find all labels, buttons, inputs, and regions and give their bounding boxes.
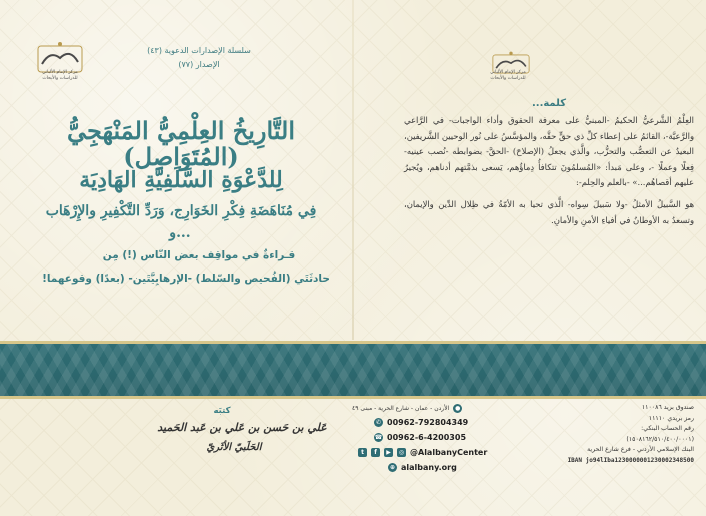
main-title-line-1: التَّارِيخُ العِلْمِيُّ المَنْهَجِيُّ (المُتَوَاصِل): [66, 116, 296, 171]
logo-left-bottom-text: للدراسات والأبحاث: [42, 76, 78, 81]
twitter-icon: t: [358, 448, 367, 457]
phone-landline-text: 00962-6-4200305: [387, 433, 467, 442]
facebook-icon: f: [371, 448, 380, 457]
whatsapp-icon: ✆: [375, 419, 382, 426]
po-box-text: صندوق بريد ١١٠٠٨٦: [641, 404, 694, 411]
title-connector: و...: [169, 225, 191, 241]
decorative-band: [0, 341, 706, 399]
author-name: عَلي بن حَسن بن عَلي بن عَبد الحَميد: [157, 421, 327, 434]
author-label: كتبَه: [213, 406, 231, 416]
youtube-icon: ▶: [384, 448, 393, 457]
subtitle-line-2: حادثَتَي (الفُحيص والسّلط) -الإرهابِيَّتَين- (بعدًا) وقوعهما!: [42, 273, 330, 285]
bank-name: البنك الإسلامي الأردني - فرع شارع الحرية: [587, 446, 694, 454]
author-nisba: الحَلَبيّ الأثَريّ: [206, 442, 262, 453]
issue-number: الإصدار (٧٧): [178, 60, 220, 69]
subtitle-line-1: قـراءةٌ في مواقِف بعض النّاس (!) مِن: [102, 249, 296, 261]
location-pin-icon: ●: [455, 405, 461, 412]
contact-phone-landline[interactable]: [374, 433, 466, 442]
contact-phone-mobile[interactable]: [374, 418, 468, 427]
globe-icon: ⊕: [389, 464, 396, 471]
logo-left-caption: [30, 70, 90, 82]
logo-left-top-text: مركز الإمام الألباني: [42, 70, 78, 75]
phone-mobile-text: 00962-792804349: [387, 418, 469, 427]
website-text: alalbany.org: [401, 463, 457, 472]
contact-social[interactable]: [358, 448, 487, 457]
account-label: رقم الحساب البنكي:: [641, 425, 694, 433]
main-title-line-2: لِلدَّعْوَةِ السَّلَفِيَّةِ الهَادِيَة: [79, 167, 283, 193]
iban-text: IBAN jo94lIba1230000001230002348500: [567, 456, 694, 464]
logo-right-caption: [478, 70, 538, 82]
intro-paragraph-2: هو السَّبيلُ الأمثلُ -ولا سَبيلَ سِواه- الَّذي تحيا به الأمّةُ في ظِلال الدِّين والإيمان، وتسعدُ به الأوطانُ في أفياءِ الأمنِ والأمانِ.: [404, 198, 694, 225]
intro-heading: كلمة...: [531, 98, 567, 109]
logo-right-top-text: مركز الإمام الألباني: [490, 70, 526, 75]
location-text: الأردن - عمان - شارع الحرية - مبنى ٤٩: [352, 405, 450, 412]
phone-icon: ☎: [374, 434, 383, 441]
account-number: (١٥٠٨١٦٢/٥١٠/٤٠٠/٠٠٠١): [626, 435, 694, 443]
instagram-icon: ◎: [398, 449, 405, 456]
social-handle-text: @AlalbanyCenter: [410, 448, 488, 457]
spine-divider: [352, 0, 354, 340]
series-info: [126, 44, 272, 72]
postal-bank-info: [490, 403, 694, 467]
contact-website[interactable]: [388, 463, 457, 472]
series-number: سلسلة الإصدارات الدعوية (٤٣): [147, 46, 251, 55]
contact-location: [352, 404, 462, 413]
intro-column: [404, 98, 694, 228]
logo-right-bottom-text: للدراسات والأبحاث: [490, 76, 526, 81]
main-title-line-3: فِي مُنَاهَضَةِ فِكْرِ الخَوَارِج، وَرَدِّ التَّكْفِيرِ والإِرْهَاب: [45, 203, 317, 219]
postal-code-text: رمز بريدي ١١١١٠: [648, 414, 694, 422]
intro-paragraph-1: العِلْمُ الشَّرعيُّ الحكيمُ -المبنيُّ على معرفة الحقوق وأداء الواجبات- في الرَّاعي والرَّعيَّة-، القائمُ على إعطاء كلِّ ذي حقٍّ حقَّه، والمؤسَّسُ على نُور الوحيين الشَّريفين، البعيدُ عن التعصُّب والتحزُّب، والَّذي يجعلُ (الإصلاحَ) -الحقَّ- بضوابطه -نُصب عينيه- فِعلًا وعملًا -، وعلى مَبدأ: «المُسلمُونَ تتكافأُ دِماؤُهم، يَسعى بذمَّتهم أدناهم، ويُجيرُ عليهم أقصاهُم...» -بالعلم والحِلم-:: [404, 115, 694, 188]
